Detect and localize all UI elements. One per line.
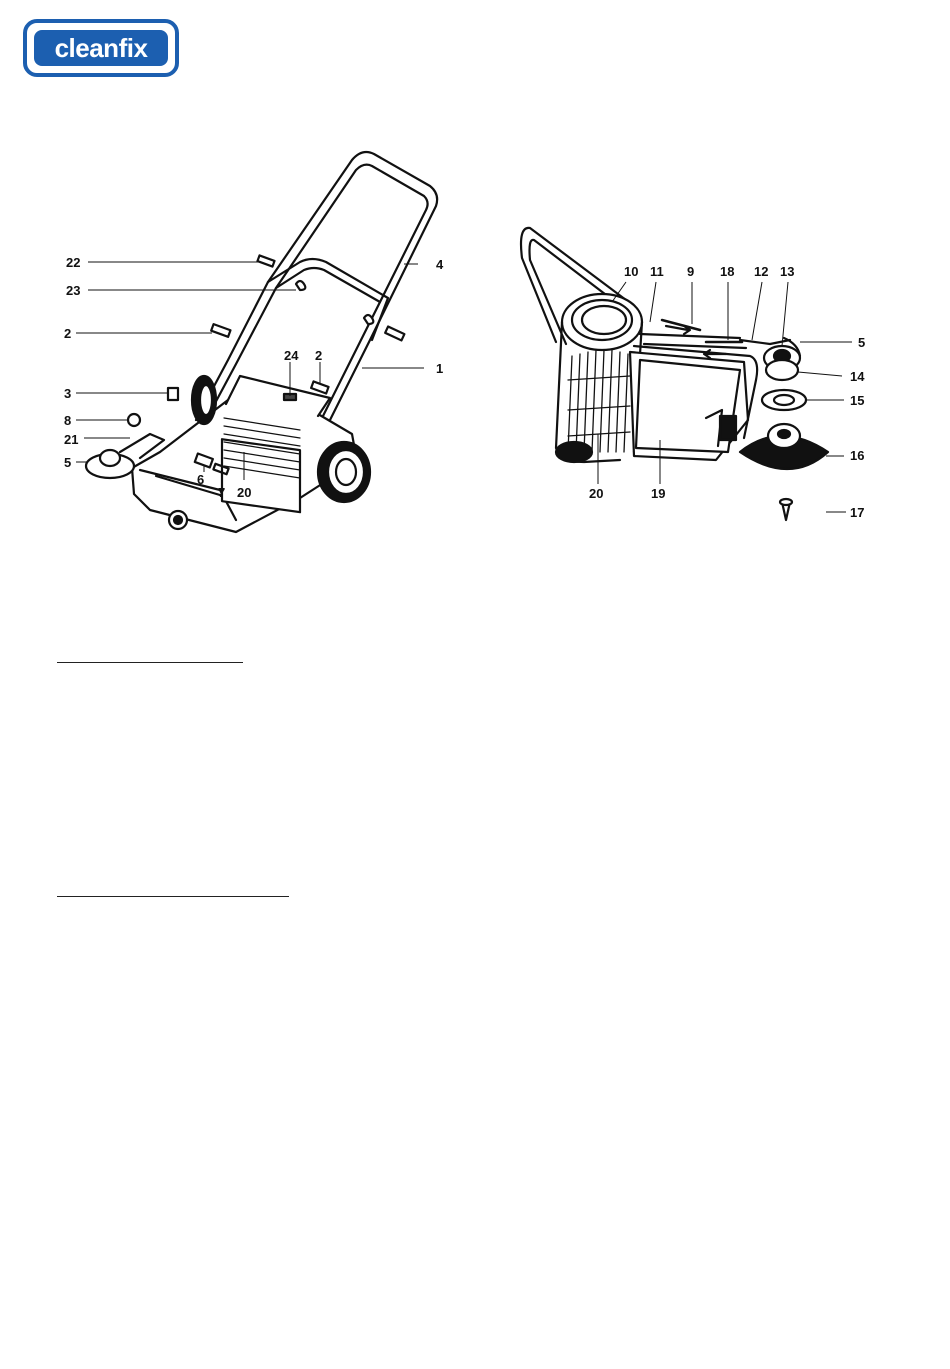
callout-11: 11 <box>650 264 664 279</box>
callout-9: 9 <box>687 264 695 279</box>
callout-20-right: 20 <box>589 486 604 501</box>
callout-3: 3 <box>64 386 72 401</box>
callout-5-left: 5 <box>64 455 72 470</box>
bolt-22 <box>257 255 274 266</box>
callout-23: 23 <box>66 283 81 298</box>
callout-2-right: 2 <box>315 348 323 363</box>
callout-6: 6 <box>197 472 205 487</box>
callout-5-right: 5 <box>858 335 866 350</box>
callout-1: 1 <box>436 361 444 376</box>
bolt-2-left <box>211 324 230 337</box>
roller-brush-right <box>568 350 630 452</box>
clip-3 <box>168 388 178 400</box>
callout-2-left: 2 <box>64 326 72 341</box>
nut-8 <box>128 414 140 426</box>
callout-4: 4 <box>436 257 444 272</box>
callout-20-left: 20 <box>237 485 252 500</box>
callout-7: 7 <box>218 485 226 500</box>
callout-18: 18 <box>720 264 735 279</box>
side-brush-16 <box>740 424 828 469</box>
sweeper-front-view <box>86 152 437 532</box>
callout-16: 16 <box>850 448 865 463</box>
callout-12: 12 <box>754 264 769 279</box>
callout-21: 21 <box>64 432 79 447</box>
callout-8: 8 <box>64 413 72 428</box>
wing-nut-right <box>364 315 373 324</box>
callout-24: 24 <box>284 348 299 363</box>
disc-14 <box>766 360 798 380</box>
callout-15: 15 <box>850 393 865 408</box>
callout-19: 19 <box>651 486 666 501</box>
wing-nut-23 <box>296 281 305 290</box>
callout-14: 14 <box>850 369 865 384</box>
callout-13: 13 <box>780 264 795 279</box>
bolt-right-handle <box>385 326 404 340</box>
callout-22: 22 <box>66 255 81 270</box>
section-rule-1 <box>57 662 243 663</box>
callout-10: 10 <box>624 264 639 279</box>
section-rule-2 <box>57 896 289 897</box>
exploded-view-drawings <box>0 0 950 600</box>
logo-wordmark: cleanfix <box>54 33 148 63</box>
callout-17: 17 <box>850 505 865 520</box>
